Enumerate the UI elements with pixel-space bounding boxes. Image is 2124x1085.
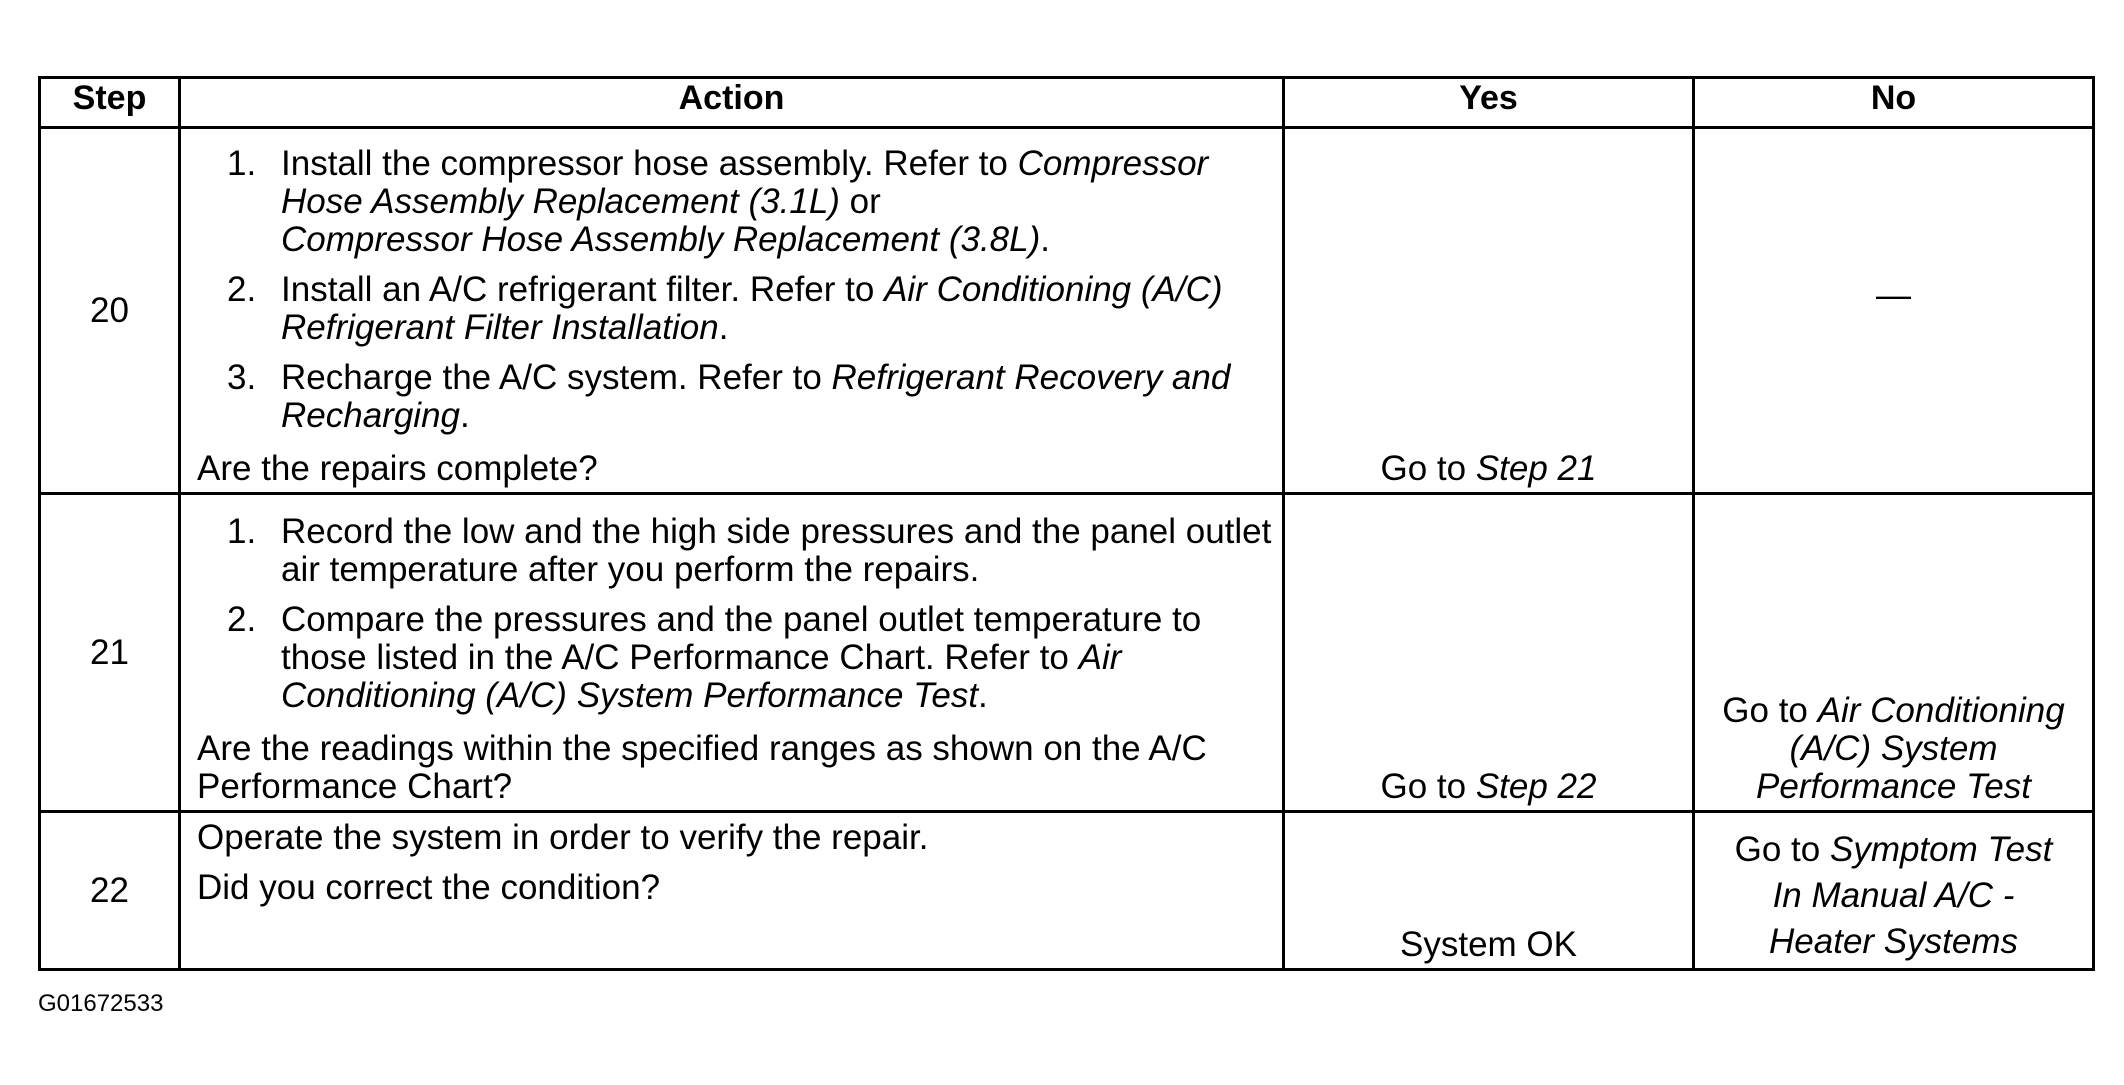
action-step bbox=[181, 601, 1282, 715]
reference-link[interactable]: Air Conditioning bbox=[1817, 691, 2065, 730]
header-action: Action bbox=[180, 78, 1284, 128]
step-text: Recharge the A/C system. Refer to bbox=[281, 358, 832, 397]
step-text: Install an A/C refrigerant filter. Refer to bbox=[281, 270, 885, 309]
no-result-dash: — bbox=[1876, 276, 1911, 315]
no-cell bbox=[1694, 128, 2094, 494]
reference-link[interactable]: Refrigerant Recovery and Recharging bbox=[281, 358, 1231, 435]
step-text: Install the compressor hose assembly. Refer to bbox=[281, 144, 1018, 183]
action-cell bbox=[180, 494, 1284, 812]
instruction-text: Operate the system in order to verify the repair. bbox=[197, 818, 929, 857]
step-text: . bbox=[718, 308, 729, 347]
step-text: Record the low and the high side pressures and the panel outlet air temperature after you perform the repairs. bbox=[281, 512, 1272, 589]
step-index: 1. bbox=[227, 512, 257, 551]
yes-result bbox=[1285, 768, 1692, 806]
yes-cell bbox=[1284, 128, 1694, 494]
header-step: Step bbox=[40, 78, 180, 128]
step-text: Compare the pressures and the panel outlet temperature to those listed in the A/C Performance Chart. Refer to bbox=[281, 600, 1202, 677]
action-steps bbox=[181, 129, 1282, 435]
action-steps bbox=[181, 495, 1282, 715]
step-number: 22 bbox=[40, 812, 180, 970]
step-index: 1. bbox=[227, 144, 257, 183]
step-text: . bbox=[1040, 220, 1051, 259]
reference-link[interactable]: Performance Test bbox=[1756, 767, 2031, 806]
reference-link[interactable]: In Manual A/C - bbox=[1772, 876, 2015, 915]
reference-link[interactable]: (A/C) System bbox=[1789, 729, 1998, 768]
yes-result bbox=[1285, 450, 1692, 488]
yes-result: System OK bbox=[1400, 925, 1577, 964]
table-row bbox=[40, 494, 2094, 812]
no-cell bbox=[1694, 494, 2094, 812]
question-text: Did you correct the condition? bbox=[197, 868, 661, 907]
no-cell bbox=[1694, 812, 2094, 970]
action-step bbox=[181, 513, 1282, 589]
question-text: Are the repairs complete? bbox=[197, 449, 598, 488]
result-text: Go to bbox=[1380, 767, 1476, 806]
step-index: 2. bbox=[227, 270, 257, 309]
step-text: . bbox=[460, 396, 470, 435]
step-index: 3. bbox=[227, 358, 257, 397]
reference-link[interactable]: Heater Systems bbox=[1769, 922, 2018, 961]
result-text: Go to bbox=[1734, 830, 1830, 869]
yes-cell bbox=[1284, 494, 1694, 812]
action-cell bbox=[180, 128, 1284, 494]
step-number: 20 bbox=[40, 128, 180, 494]
table-row bbox=[40, 812, 2094, 970]
step-text: . bbox=[978, 676, 988, 715]
reference-link[interactable]: Air Conditioning (A/C) System Performance Test bbox=[281, 638, 1122, 715]
step-index: 2. bbox=[227, 600, 257, 639]
step-link[interactable]: Step 22 bbox=[1475, 767, 1597, 806]
question-text: Are the readings within the specified ranges as shown on the A/C Performance Chart? bbox=[197, 729, 1207, 806]
action-step bbox=[181, 359, 1282, 435]
result-text: Go to bbox=[1722, 691, 1818, 730]
reference-link[interactable]: Symptom Test bbox=[1829, 830, 2053, 869]
table-row bbox=[40, 128, 2094, 494]
action-step bbox=[181, 145, 1282, 259]
no-result bbox=[1695, 692, 2092, 806]
header-yes: Yes bbox=[1284, 78, 1694, 128]
step-link[interactable]: Step 21 bbox=[1475, 449, 1597, 488]
step-text: or bbox=[839, 182, 881, 221]
no-result bbox=[1695, 827, 2092, 965]
result-text: Go to bbox=[1380, 449, 1476, 488]
action-cell bbox=[180, 812, 1284, 970]
reference-link[interactable]: Compressor Hose Assembly Replacement (3.8L) bbox=[281, 220, 1041, 259]
header-row bbox=[40, 78, 2094, 128]
reference-link[interactable]: Air Conditioning (A/C) Refrigerant Filter Installation bbox=[281, 270, 1223, 347]
step-number: 21 bbox=[40, 494, 180, 812]
reference-link[interactable]: Compressor Hose Assembly Replacement (3.1L) bbox=[281, 144, 1209, 221]
action-step bbox=[181, 271, 1282, 347]
header-no: No bbox=[1694, 78, 2094, 128]
action-text bbox=[181, 813, 1282, 907]
figure-id: G01672533 bbox=[38, 990, 164, 1017]
diagnostic-table bbox=[38, 76, 2095, 971]
yes-cell bbox=[1284, 812, 1694, 970]
